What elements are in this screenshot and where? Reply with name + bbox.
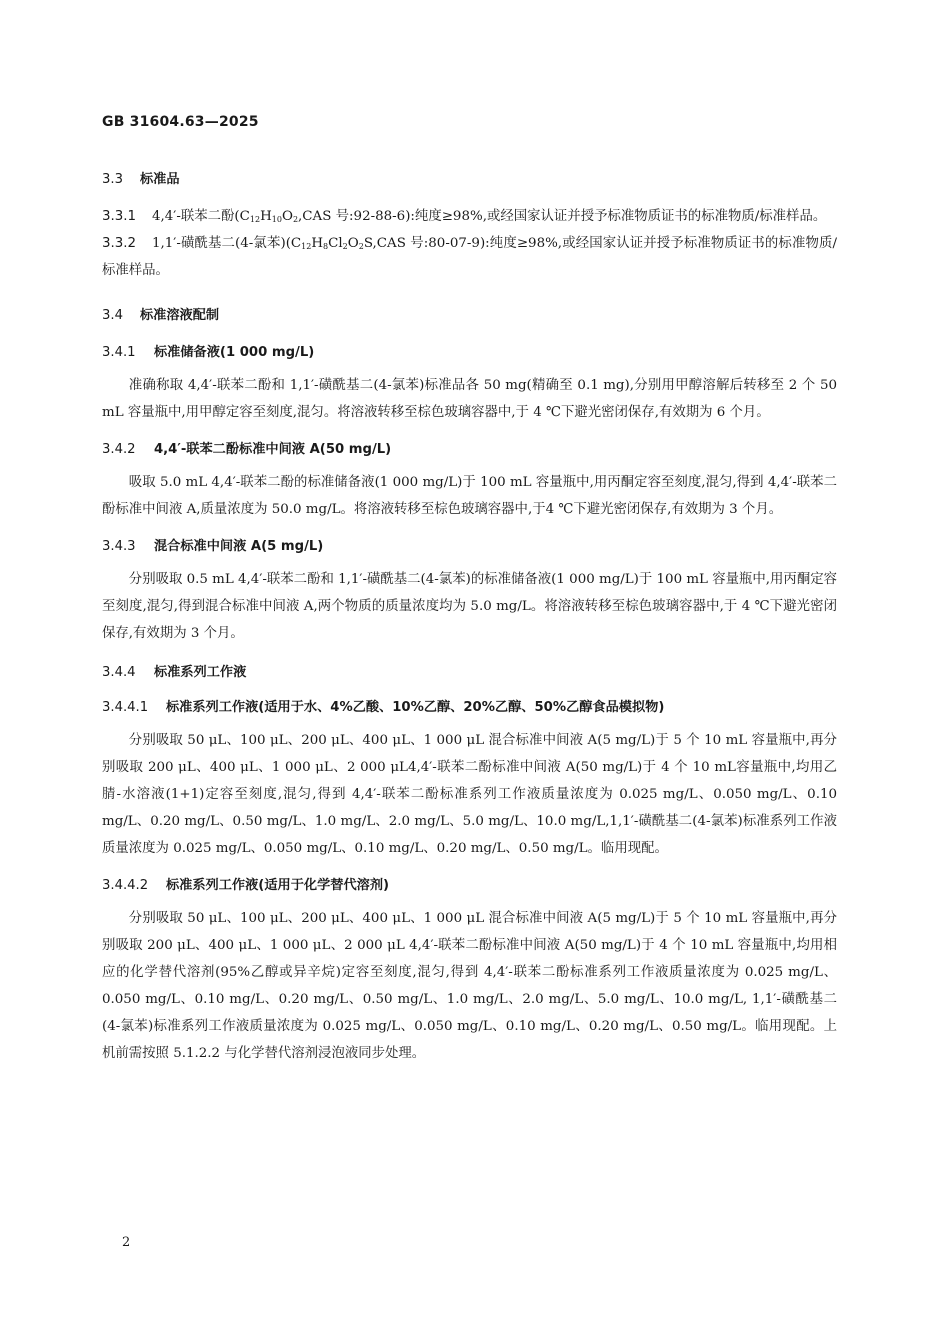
heading-3-4-4-2 [102, 874, 837, 893]
clause-3-3-1: 3.3.1 4,4′-联苯二酚($C_{12}H_{10}O_2,CAS$ 号:92-88-6):纯度≥98%,或经国家认证并授予标准物质证书的标准物质/标准样品。 [102, 203, 837, 230]
heading-3-4-4-1 [102, 696, 837, 715]
section-title: 标准溶液配制 [140, 308, 220, 323]
section-number: 3.4.3 [102, 539, 136, 554]
paragraph-3-4-4-2: 分别吸取 50 μL、100 μL、200 μL、400 μL、1 000 μL 混合标准中间液 A(5 mg/L)于 5 个 10 mL 容量瓶中,再分别吸取 200 μL、400 μL、1 000 μL、2 000 μL 4,4′-联苯二酚标准中间液 A(50 mg/L)于 4 个 10 mL 容量瓶中,均用相应的化学替代溶剂(95%乙醇或异辛烷)定容至刻度,混匀,得到 4,4′-联苯二酚标准系列工作液质量浓度为 0.025 mg/L、0.050 mg/L、0.10 mg/L、0.20 mg/L、0.50 mg/L、1.0 mg/L、2.0 mg/L、5.0 mg/L、10.0 mg/L, 1,1′-磺酰基二(4-氯苯)标准系列工作液质量浓度为 0.025 mg/L、0.050 mg/L、0.10 mg/L、0.20 mg/L、0.50 mg/L。临用现配。上机前需按照 5.1.2.2 与化学替代溶剂浸泡液同步处理。 [102, 911, 837, 1061]
heading-3-4-1 [102, 341, 837, 360]
section-title: 标准系列工作液(适用于水、4%乙酸、10%乙醇、20%乙醇、50%乙醇食品模拟物) [166, 700, 665, 715]
standard-code: GB 31604.63—2025 [102, 114, 259, 130]
clause-number: 3.3.2 [102, 236, 137, 251]
page-number: 2 [122, 1235, 131, 1250]
clause-number: 3.3.1 [102, 209, 137, 224]
clause-3-3-2: 3.3.2 1,1′-磺酰基二(4-氯苯)($C_{12}H_8Cl_2O_2S,CAS$ 号:80-07-9):纯度≥98%,或经国家认证并授予标准物质证书的标准物质/标准样品。 [102, 230, 837, 284]
paragraph-3-4-2: 吸取 5.0 mL 4,4′-联苯二酚的标准储备液(1 000 mg/L)于 100 mL 容量瓶中,用丙酮定容至刻度,混匀,得到 4,4′-联苯二酚标准中间液 A,质量浓度为 50.0 mg/L。将溶液转移至棕色玻璃容器中,于4 ℃下避光密闭保存,有效期为 3 个月。 [102, 475, 837, 517]
section-number: 3.4.2 [102, 442, 136, 457]
heading-3-4 [102, 304, 837, 323]
paragraph-3-4-4-1: 分别吸取 50 μL、100 μL、200 μL、400 μL、1 000 μL 混合标准中间液 A(5 mg/L)于 5 个 10 mL 容量瓶中,再分别吸取 200 μL、400 μL、1 000 μL、2 000 μL4,4′-联苯二酚标准中间液 A(50 mg/L)于 4 个 10 mL容量瓶中,均用乙腈-水溶液(1+1)定容至刻度,混匀,得到 4,4′-联苯二酚标准系列工作液质量浓度为 0.025 mg/L、0.050 mg/L、0.10 mg/L、0.20 mg/L、0.50 mg/L、1.0 mg/L、2.0 mg/L、5.0 mg/L、10.0 mg/L,1,1′-磺酰基二(4-氯苯)标准系列工作液质量浓度为 0.025 mg/L、0.050 mg/L、0.10 mg/L、0.20 mg/L、0.50 mg/L。临用现配。 [102, 733, 837, 856]
section-title: 标准品 [140, 172, 180, 187]
section-title: 标准系列工作液 [154, 665, 247, 680]
section-title: 混合标准中间液 A(5 mg/L) [154, 539, 324, 554]
section-title: 4,4′-联苯二酚标准中间液 A(50 mg/L) [154, 442, 392, 457]
section-number: 3.3 [102, 172, 123, 187]
section-number: 3.4.1 [102, 345, 136, 360]
section-number: 3.4.4.1 [102, 700, 149, 715]
page-content [102, 168, 837, 1067]
section-number: 3.4.4 [102, 665, 136, 680]
heading-3-4-4 [102, 661, 837, 680]
paragraph-3-4-1: 准确称取 4,4′-联苯二酚和 1,1′-磺酰基二(4-氯苯)标准品各 50 mg(精确至 0.1 mg),分别用甲醇溶解后转移至 2 个 50 mL 容量瓶中,用甲醇定容至刻度,混匀。将溶液转移至棕色玻璃容器中,于 4 ℃下避光密闭保存,有效期为 6 个月。 [102, 378, 837, 420]
heading-3-3 [102, 168, 837, 187]
heading-3-4-3 [102, 535, 837, 554]
section-number: 3.4.4.2 [102, 878, 149, 893]
section-title: 标准系列工作液(适用于化学替代溶剂) [166, 878, 390, 893]
heading-3-4-2 [102, 438, 837, 457]
paragraph-3-4-3: 分别吸取 0.5 mL 4,4′-联苯二酚和 1,1′-磺酰基二(4-氯苯)的标准储备液(1 000 mg/L)于 100 mL 容量瓶中,用丙酮定容至刻度,混匀,得到混合标准中间液 A,两个物质的质量浓度均为 5.0 mg/L。将溶液转移至棕色玻璃容器中,于 4 ℃下避光密闭保存,有效期为 3 个月。 [102, 572, 837, 641]
section-number: 3.4 [102, 308, 123, 323]
section-title: 标准储备液(1 000 mg/L) [154, 345, 315, 360]
